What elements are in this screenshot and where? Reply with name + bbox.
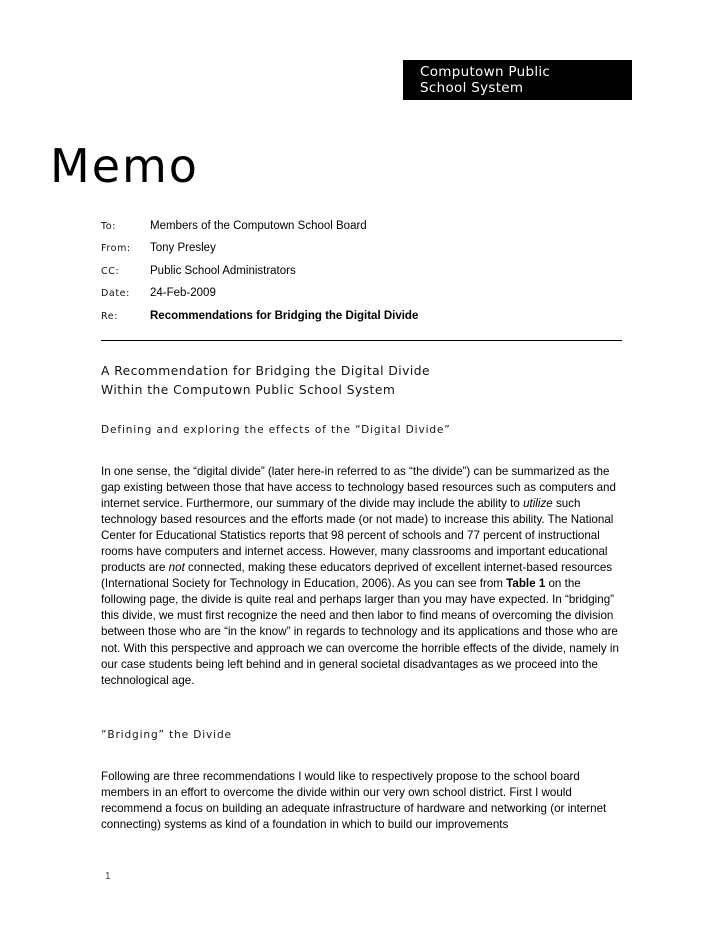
document-body xyxy=(101,362,625,833)
memo-field-label: From: xyxy=(101,243,131,255)
memo-field-label: CC: xyxy=(101,265,120,277)
section-heading-line-1: A Recommendation for Bridging the Digital Divide xyxy=(101,364,430,378)
memo-field-value: Recommendations for Bridging the Digital Divide xyxy=(150,309,419,322)
memo-field-value: Members of the Computown School Board xyxy=(150,220,367,232)
memo-field-row-date xyxy=(101,287,626,309)
memo-field-row-cc xyxy=(101,265,626,287)
body-paragraph-1: In one sense, the “digital divide” (later here-in referred to as “the divide”) can be summarized as the gap existing between those that have access to technology based resources such as computers and internet service. Furthermore, our summary of the divide may include the ability to utilize such technology based resources and the efforts made (or not made) to increase this ability. The National Center for Educational Statistics reports that 98 percent of schools and 77 percent of instructional rooms have computers and internet access. However, many classrooms and important educational products are not connected, making these educators deprived of excellent internet-based resources (International Society for Technology in Education, 2006). As you can see from Table 1 on the following page, the divide is quite real and perhaps larger than you may have expected. In “bridging” this divide, we must first recognize the need and then labor to find means of overcoming the division between those who are “in the know” in regards to technology and its applications and those who are not. With this perspective and approach we can overcome the horrible effects of the divide, namely in our case students being left behind and in general societal disadvantages as we proceed into the technological age. xyxy=(101,465,619,687)
memo-field-row-to xyxy=(101,220,626,242)
memo-field-value: 24-Feb-2009 xyxy=(150,287,216,300)
page-number: 1 xyxy=(105,871,111,882)
masthead-line-1: Computown Public xyxy=(420,64,551,80)
memo-header-fields xyxy=(101,220,626,332)
section-heading-line-2: Within the Computown Public School System xyxy=(101,383,396,397)
section-heading xyxy=(101,362,625,400)
header-divider xyxy=(101,340,622,341)
masthead-banner xyxy=(403,60,632,100)
memo-field-label: To: xyxy=(101,221,117,232)
memo-field-value: Public School Administrators xyxy=(150,264,296,277)
memo-field-row-from xyxy=(101,242,626,264)
memo-field-label: Date: xyxy=(101,288,130,300)
subsection-heading-2: ”Bridging” the Divide xyxy=(101,728,232,741)
memo-field-label: Re: xyxy=(101,310,119,322)
memo-field-row-re xyxy=(101,310,626,332)
subsection-heading-1: Defining and exploring the effects of the “Digital Divide” xyxy=(101,424,451,436)
page-title: Memo xyxy=(50,139,199,193)
memo-field-value: Tony Presley xyxy=(150,242,216,255)
masthead-line-2: School System xyxy=(420,80,524,96)
body-paragraph-2: Following are three recommendations I would like to respectively propose to the school board members in an effort to overcome the divide within our very own school district. First I would recommend a focus on building an adequate infrastructure of hardware and networking (or internet connecting) systems as kind of a foundation in which to build our improvements xyxy=(101,769,607,831)
